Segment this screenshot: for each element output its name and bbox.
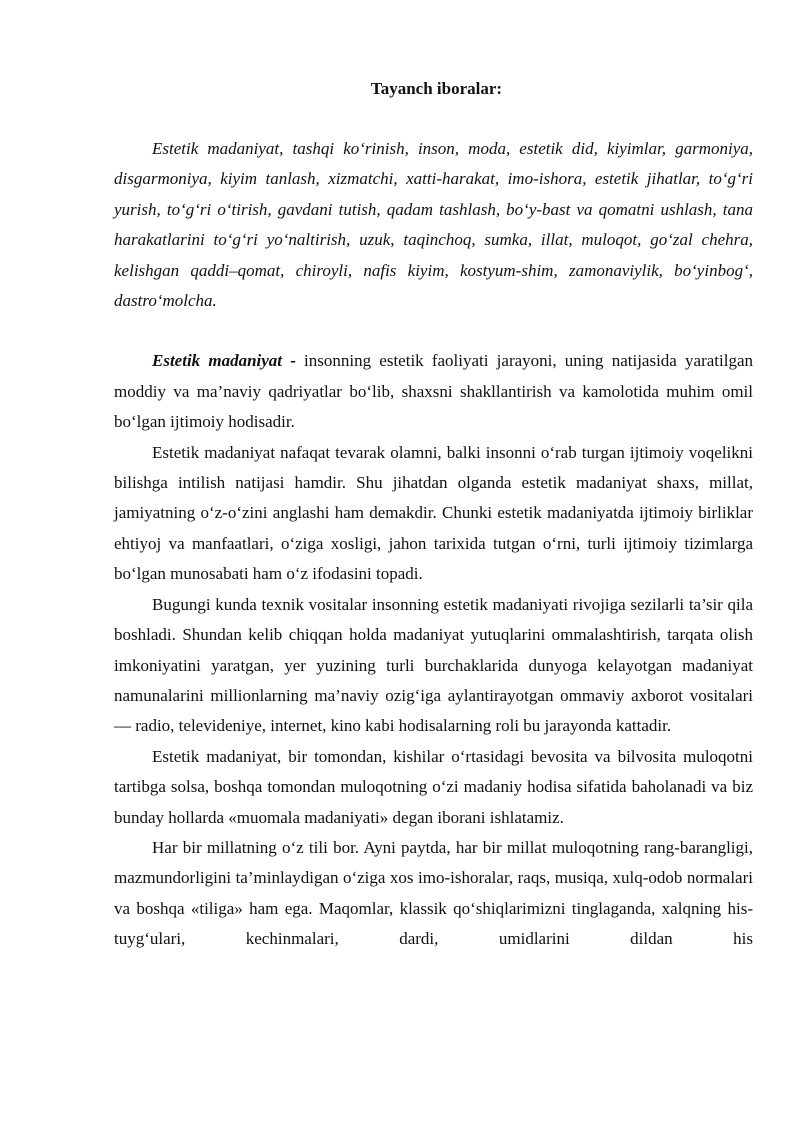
definition-text: insonning estetik faoliyati jarayoni, uning natijasida yaratilgan moddiy va ma’naviy qadriyatlar bo‘lib, shaxsni shakllantirish va kamolotida muhim omil bo‘lgan ijtimoiy hodisadir. — [114, 351, 754, 432]
body-paragraph-2: Bugungi kunda texnik vositalar insonning estetik madaniyati rivojiga sezilarli ta’sir qila boshladi. Shundan kelib chiqqan holda madaniyat yutuqlarini ommalashtirish, tarqata olish imkoniyatini yaratgan, yer yuzining turli burchaklarida dunyoga kelayotgan madaniyat namunalarini millionlarning ma’naviy ozig‘iga aylantirayotgan ommaviy axborot vositalari — radio, televideniye, internet, kino kabi hodisalarning roli bu jarayonda kattadir. — [114, 594, 753, 736]
body-paragraph-3: Estetik madaniyat, bir tomondan, kishilar o‘rtasidagi bevosita va bilvosita muloqotni tartibga solsa, boshqa tomondan muloqotning o‘zi madaniy hodisa sifatida baholanadi va biz bunday hollarda «muomala madaniyati» degan iborani ishlatamiz. — [114, 746, 753, 827]
section-heading: Tayanch iboralar: — [370, 79, 503, 98]
keywords-paragraph: Estetik madaniyat, tashqi ko‘rinish, inson, moda, estetik did, kiyimlar, garmoniya, disgarmoniya, kiyim tanlash, xizmatchi, xatti-harakat, imo-ishora, estetik jihatlar, to‘g‘ri yurish, to‘g‘ri o‘tirish, gavdani tutish, qadam tashlash, bo‘y-bast va qomatni ushlash, tana harakatlarini to‘g‘ri yo‘naltirish, uzuk, taqinchoq, sumka, illat, muloqot, go‘zal chehra, kelishgan qaddi–qomat, chiroyli, nafis kiyim, kostyum-shim, zamonaviylik, bo‘yinbog‘, dastro‘molcha. — [114, 139, 753, 311]
definition-paragraph — [114, 346, 753, 437]
definition-term: Estetik madaniyat - — [152, 351, 296, 371]
body-paragraph-4: Har bir millatning o‘z tili bor. Ayni paytda, har bir millat muloqotning rang-barangligi, mazmundorligini ta’minlaydigan o‘ziga xos imo-ishoralar, raqs, musiqa, xulq-odob normalari va boshqa «tiliga» ham ega. Maqomlar, klassik qo‘shiqlarimizni tinglaganda, xalqning his-tuyg‘ulari, kechinmalari, dardi, umidlarini dildan his — [114, 837, 753, 949]
body-paragraph-1: Estetik madaniyat nafaqat tevarak olamni, balki insonni o‘rab turgan ijtimoiy voqelikni bilishga intilish natijasi hamdir. Shu jihatdan olganda estetik madaniyat shaxs, millat, jamiyatning o‘z-o‘zini anglashi ham demakdir. Chunki estetik madaniyatda ijtimoiy birliklar ehtiyoj va manfaatlari, o‘ziga xosligi, jahon tarixida tutgan o‘rni, turli ijtimoiy tizimlarga bo‘lgan munosabati ham o‘z ifodasini topadi. — [114, 442, 753, 584]
